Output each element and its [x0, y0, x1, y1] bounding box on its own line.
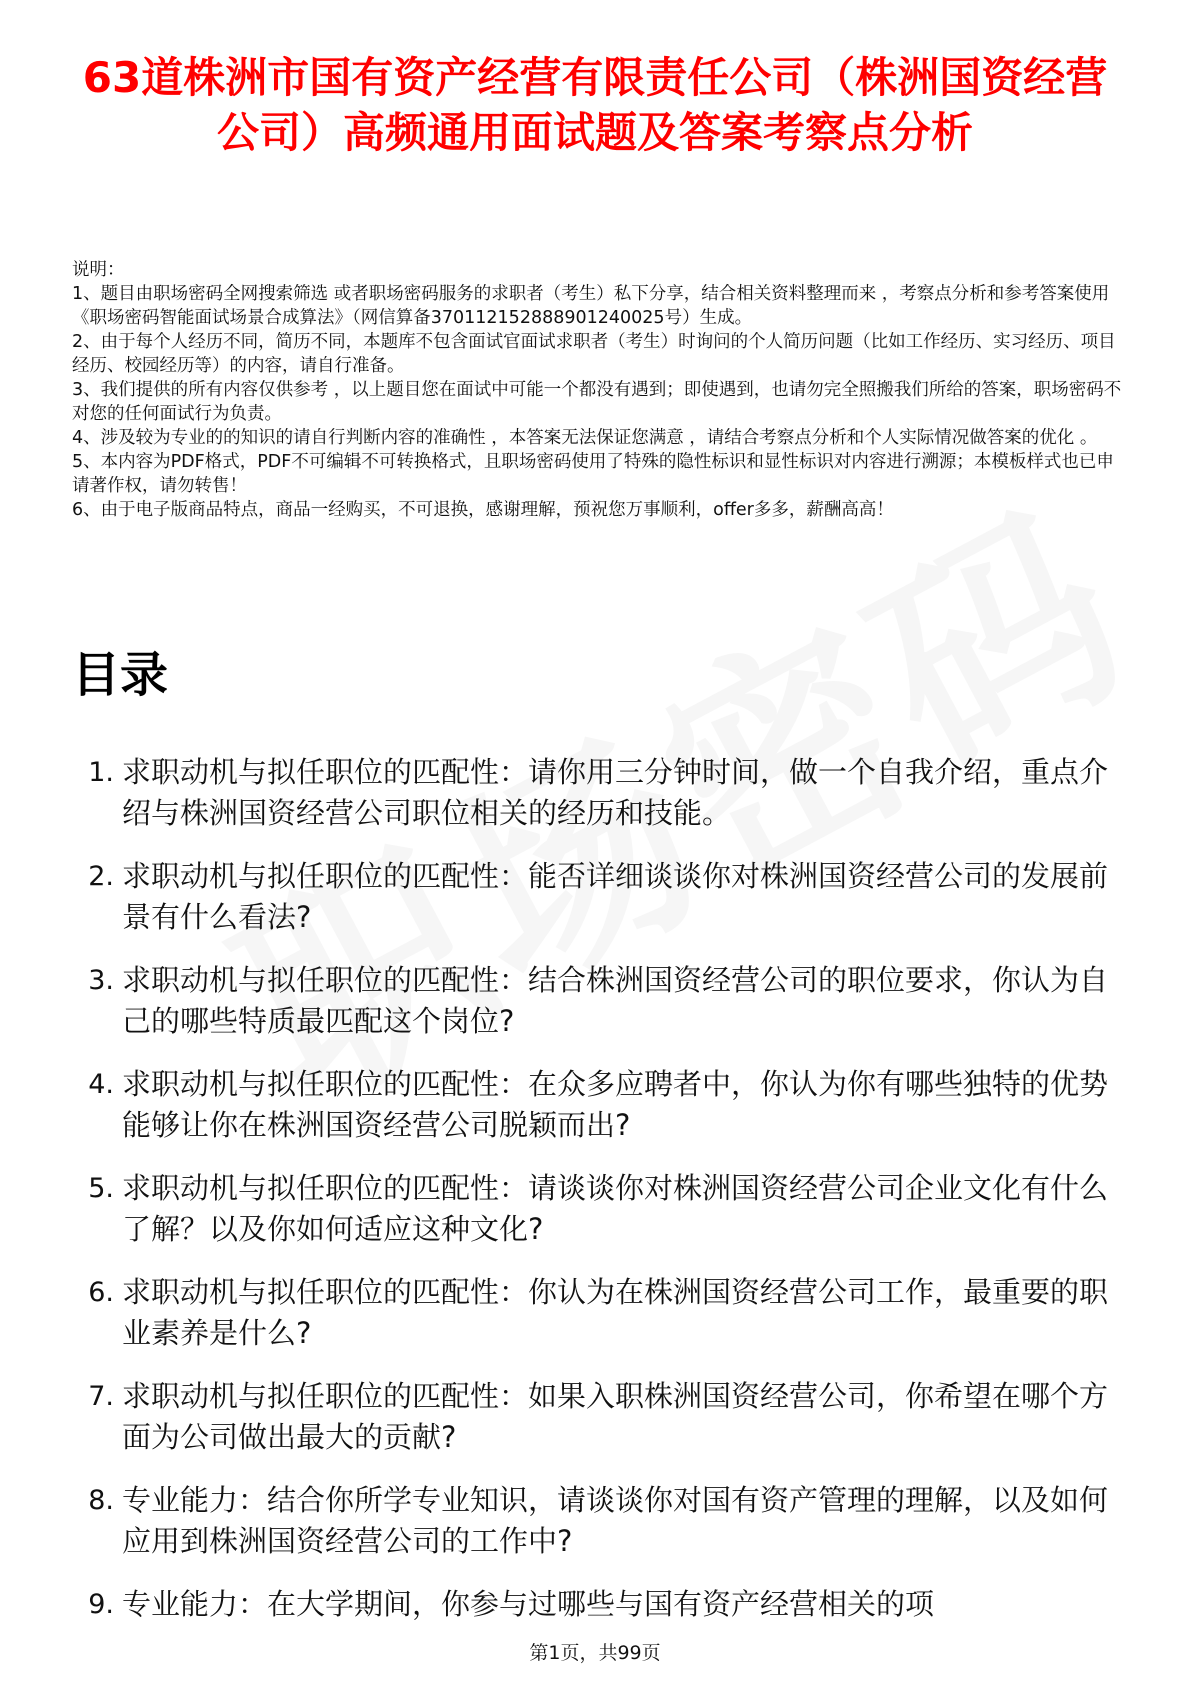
- note-item: 2、由于每个人经历不同，简历不同，本题库不包含面试官面试求职者（考生）时询问的个人简历问题（比如工作经历、实习经历、项目经历、校园经历等）的内容，请自行准备。: [72, 332, 1116, 376]
- toc-item-text[interactable]: 求职动机与拟任职位的匹配性：如果入职株洲国资经营公司，你希望在哪个方面为公司做出最大的贡献?: [122, 1379, 1109, 1454]
- toc-item-number: 8.: [88, 1485, 114, 1516]
- toc-item[interactable]: [72, 1064, 1122, 1146]
- toc-item-text[interactable]: 求职动机与拟任职位的匹配性：请你用三分钟时间，做一个自我介绍，重点介绍与株洲国资经营公司职位相关的经历和技能。: [122, 755, 1109, 830]
- toc-item[interactable]: [72, 752, 1122, 834]
- note-item: 3、我们提供的所有内容仅供参考 ，以上题目您在面试中可能一个都没有遇到；即使遇到，也请勿完全照搬我们所给的答案，职场密码不对您的任何面试行为负责。: [72, 380, 1122, 424]
- document-title: 63道株洲市国有资产经营有限责任公司（株洲国资经营公司）高频通用面试题及答案考察点分析: [82, 53, 1108, 157]
- toc-list: [72, 752, 1122, 1647]
- toc-item-text[interactable]: 求职动机与拟任职位的匹配性：结合株洲国资经营公司的职位要求，你认为自己的哪些特质最匹配这个岗位?: [122, 963, 1109, 1038]
- toc-heading: 目录: [72, 647, 169, 703]
- toc-item-number: 2.: [88, 861, 114, 892]
- toc-item-text[interactable]: 专业能力：结合你所学专业知识，请谈谈你对国有资产管理的理解，以及如何应用到株洲国资经营公司的工作中?: [122, 1483, 1109, 1558]
- toc-item[interactable]: [72, 960, 1122, 1042]
- toc-item-number: 9.: [88, 1589, 114, 1620]
- toc-item-text[interactable]: 求职动机与拟任职位的匹配性：你认为在株洲国资经营公司工作，最重要的职业素养是什么?: [122, 1275, 1109, 1350]
- toc-item-text[interactable]: 求职动机与拟任职位的匹配性：能否详细谈谈你对株洲国资经营公司的发展前景有什么看法?: [122, 859, 1109, 934]
- toc-item[interactable]: [72, 856, 1122, 938]
- toc-item-text[interactable]: 求职动机与拟任职位的匹配性：请谈谈你对株洲国资经营公司企业文化有什么了解？以及你如何适应这种文化?: [122, 1171, 1109, 1246]
- page-footer: 第1页，共99页: [529, 1642, 661, 1664]
- note-item: 5、本内容为PDF格式，PDF不可编辑不可转换格式，且职场密码使用了特殊的隐性标识和显性标识对内容进行溯源；本模板样式也已申请著作权，请勿转售！: [72, 452, 1114, 496]
- toc-item-number: 7.: [88, 1381, 114, 1412]
- toc-item[interactable]: [72, 1272, 1122, 1354]
- toc-item-text[interactable]: 专业能力：在大学期间，你参与过哪些与国有资产经营相关的项: [122, 1587, 935, 1621]
- toc-item-number: 6.: [88, 1277, 114, 1308]
- note-item: 4、涉及较为专业的的知识的请自行判断内容的准确性 ，本答案无法保证您满意 ，请结合考察点分析和个人实际情况做答案的优化 。: [72, 428, 1098, 448]
- toc-item-number: 5.: [88, 1173, 114, 1204]
- note-item: 1、题目由职场密码全网搜索筛选 或者职场密码服务的求职者（考生）私下分享，结合相关资料整理而来 ，考察点分析和参考答案使用《职场密码智能面试场景合成算法》（网信算备370112152888901240025号）生成。: [72, 284, 1110, 328]
- toc-item-text[interactable]: 求职动机与拟任职位的匹配性：在众多应聘者中，你认为你有哪些独特的优势能够让你在株洲国资经营公司脱颖而出?: [122, 1067, 1109, 1142]
- note-item: 6、由于电子版商品特点，商品一经购买，不可退换，感谢理解，预祝您万事顺利，offer多多，薪酬高高！: [72, 500, 894, 520]
- notes-section: [72, 258, 1122, 522]
- toc-item-number: 4.: [88, 1069, 114, 1100]
- toc-item-number: 1.: [88, 757, 114, 788]
- notes-heading: 说明：: [72, 260, 125, 280]
- toc-item[interactable]: [72, 1168, 1122, 1250]
- toc-item[interactable]: [72, 1584, 1122, 1625]
- toc-item[interactable]: [72, 1480, 1122, 1562]
- toc-item[interactable]: [72, 1376, 1122, 1458]
- toc-item-number: 3.: [88, 965, 114, 996]
